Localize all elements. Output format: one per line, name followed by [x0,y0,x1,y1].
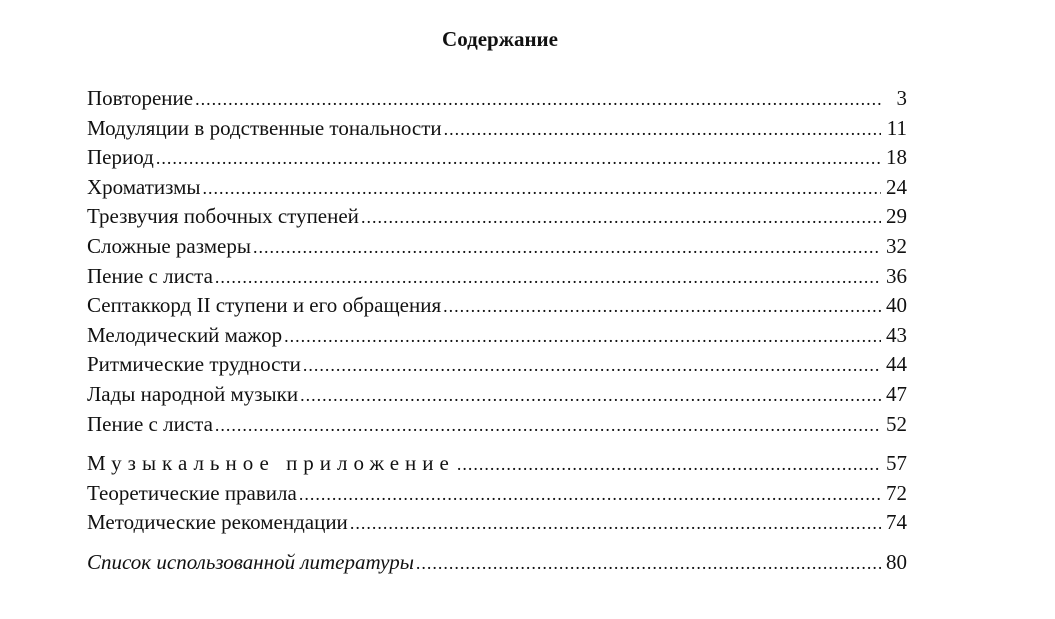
toc-entry [87,262,907,292]
toc-entry-label: Пение с листа [87,263,213,288]
toc-entry-label: Мелодический мажор [87,322,283,347]
toc-entry [87,232,907,262]
toc-dot-leader [300,381,881,411]
table-of-contents [87,84,907,578]
toc-dot-leader [457,450,881,480]
toc-entry-label: Список использованной литературы [87,549,414,574]
toc-entry-label: Хроматизмы [87,174,201,199]
toc-entry-label: Пение с листа [87,411,213,436]
toc-entry-label: Лады народной музыки [87,381,299,406]
toc-entry-label: Сложные размеры [87,233,251,258]
toc-dot-leader [350,509,881,539]
toc-entry-page: 32 [886,233,907,258]
toc-entry [87,508,907,538]
toc-dot-leader [215,263,881,293]
toc-entry-page: 36 [886,263,907,288]
toc-entry [87,291,907,321]
toc-entry [87,479,907,509]
toc-entry-label: Модуляции в родственные тональности [87,115,442,140]
toc-entry-page: 43 [886,322,907,347]
toc-entry-page: 18 [886,145,907,170]
toc-dot-leader [253,233,881,263]
toc-entry-page: 29 [886,204,907,229]
toc-entry [87,114,907,144]
toc-dot-leader [416,549,881,579]
toc-dot-leader [215,411,881,441]
toc-dot-leader [156,144,881,174]
toc-dot-leader [443,292,881,322]
toc-dot-leader [284,322,881,352]
toc-entry-page: 57 [886,451,907,476]
toc-entry-page: 11 [886,115,907,140]
toc-entry [87,202,907,232]
toc-entry [87,350,907,380]
toc-entry [87,143,907,173]
toc-entry-page: 80 [886,549,907,574]
toc-entry-label: Методические рекомендации [87,510,348,535]
toc-entry-page: 44 [886,352,907,377]
toc-entry [87,380,907,410]
toc-dot-leader [203,174,881,204]
toc-entry [87,449,907,479]
toc-entry-label: Повторение [87,86,194,110]
toc-dot-leader [299,480,881,510]
toc-entry-page: 47 [886,381,907,406]
page-title: Содержание [442,27,558,51]
toc-entry-page: 74 [886,510,907,535]
toc-entry-label: Септаккорд II ступени и его обращения [87,293,442,318]
toc-entry [87,321,907,351]
toc-dot-leader [361,203,881,233]
toc-dot-leader [444,115,881,145]
toc-entry-page: 52 [886,411,907,436]
toc-entry-label: Музыкальное приложение [87,451,455,476]
toc-entry-page: 72 [886,480,907,505]
toc-entry-label: Период [87,145,154,170]
toc-entry-label: Трезвучия побочных ступеней [87,204,359,229]
toc-entry-label: Теоретические правила [87,480,297,505]
toc-entry-page: 24 [886,174,907,199]
toc-entry-page: 3 [896,86,907,110]
toc-entry [87,410,907,440]
toc-entry-label: Ритмические трудности [87,352,301,377]
toc-entry-page: 40 [886,293,907,318]
toc-dot-leader [303,351,881,381]
toc-entry [87,548,907,578]
toc-dot-leader [195,85,881,115]
toc-entry [87,84,907,114]
toc-entry [87,173,907,203]
